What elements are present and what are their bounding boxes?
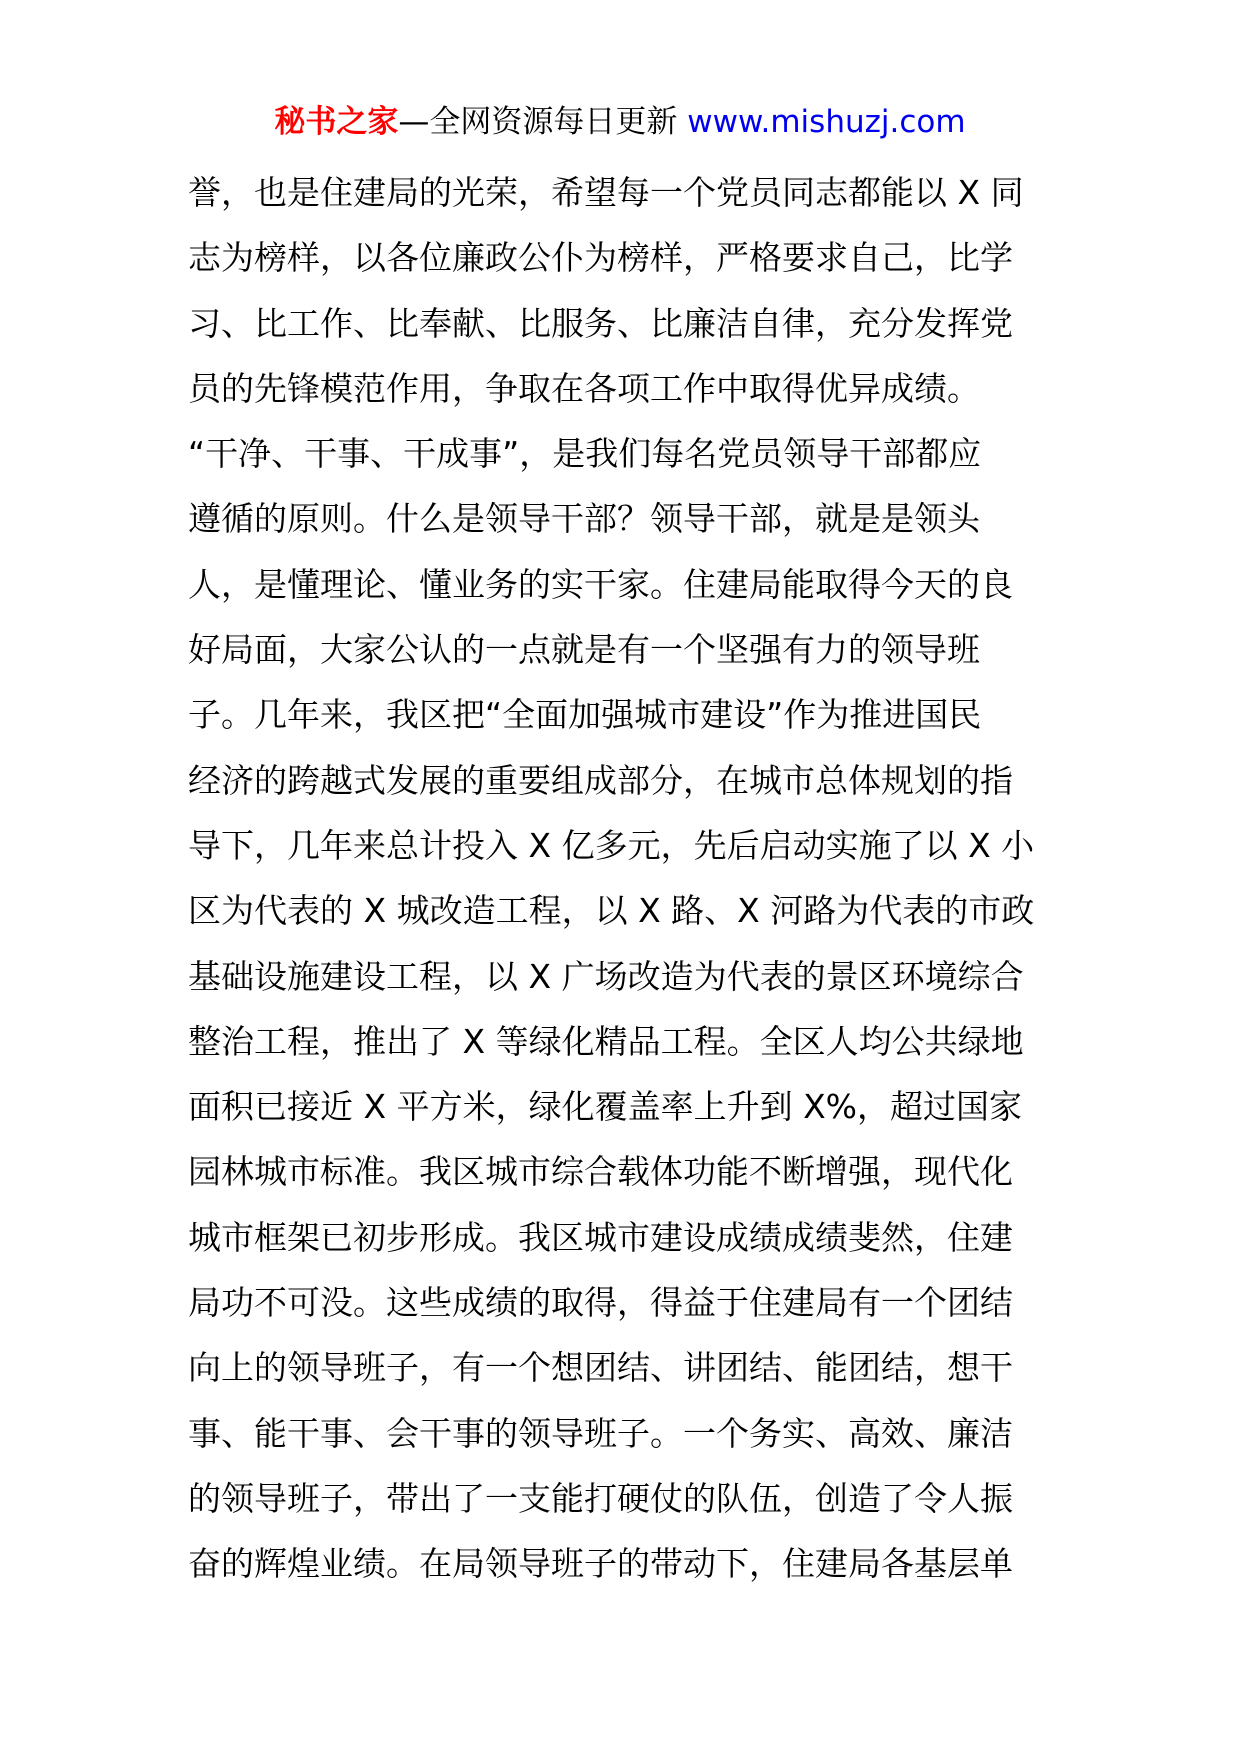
text-line: 事、能干事、会干事的领导班子。一个务实、高效、廉洁 [188, 1413, 1013, 1453]
site-url-link[interactable]: www.mishuzj.com [687, 104, 966, 140]
text-line: 好局面，大家公认的一点就是有一个坚强有力的领导班 [188, 630, 980, 670]
text-line: 习、比工作、比奉献、比服务、比廉洁自律，充分发挥党 [188, 303, 1013, 343]
text-line: 誉，也是住建局的光荣，希望每一个党员同志都能以 X 同 [188, 173, 1024, 212]
text-line: 经济的跨越式发展的重要组成部分，在城市总体规划的指 [188, 760, 1013, 800]
text-line: 整治工程，推出了 X 等绿化精品工程。全区人均公共绿地 [188, 1021, 1024, 1061]
text-line: 园林城市标准。我区城市综合载体功能不断增强，现代化 [188, 1152, 1013, 1192]
text-line: 员的先锋模范作用，争取在各项工作中取得优异成绩。 [188, 368, 980, 408]
text-line: 志为榜样，以各位廉政公仆为榜样，严格要求自己，比学 [188, 238, 1013, 278]
brand-name: 秘书之家 [274, 104, 399, 140]
text-line: 人，是懂理论、懂业务的实干家。住建局能取得今天的良 [188, 564, 1013, 604]
text-line: 基础设施建设工程，以 X 广场改造为代表的景区环境综合 [188, 956, 1024, 996]
text-line: 奋的辉煌业绩。在局领导班子的带动下，住建局各基层单 [188, 1544, 1013, 1584]
text-line: 导下，几年来总计投入 X 亿多元，先后启动实施了以 X 小 [188, 825, 1035, 865]
body-text [188, 160, 1058, 1597]
text-line: 子。几年来，我区把“全面加强城市建设”作为推进国民 [188, 695, 982, 735]
page-header [0, 100, 1240, 144]
text-line: 面积已接近 X 平方米，绿化覆盖率上升到 X%，超过国家 [188, 1087, 1023, 1127]
text-line: 向上的领导班子，有一个想团结、讲团结、能团结，想干 [188, 1348, 1013, 1388]
text-line: 遵循的原则。什么是领导干部？领导干部，就是是领头 [188, 499, 980, 539]
text-line: 局功不可没。这些成绩的取得，得益于住建局有一个团结 [188, 1283, 1013, 1323]
text-line: 区为代表的 X 城改造工程，以 X 路、X 河路为代表的市政 [188, 891, 1035, 931]
text-line: 城市框架已初步形成。我区城市建设成绩成绩斐然，住建 [188, 1217, 1013, 1257]
text-line: 的领导班子，带出了一支能打硬仗的队伍，创造了令人振 [188, 1478, 1013, 1518]
header-tagline: —全网资源每日更新 [398, 104, 688, 140]
text-line: “干净、干事、干成事”，是我们每名党员领导干部都应 [188, 434, 982, 474]
